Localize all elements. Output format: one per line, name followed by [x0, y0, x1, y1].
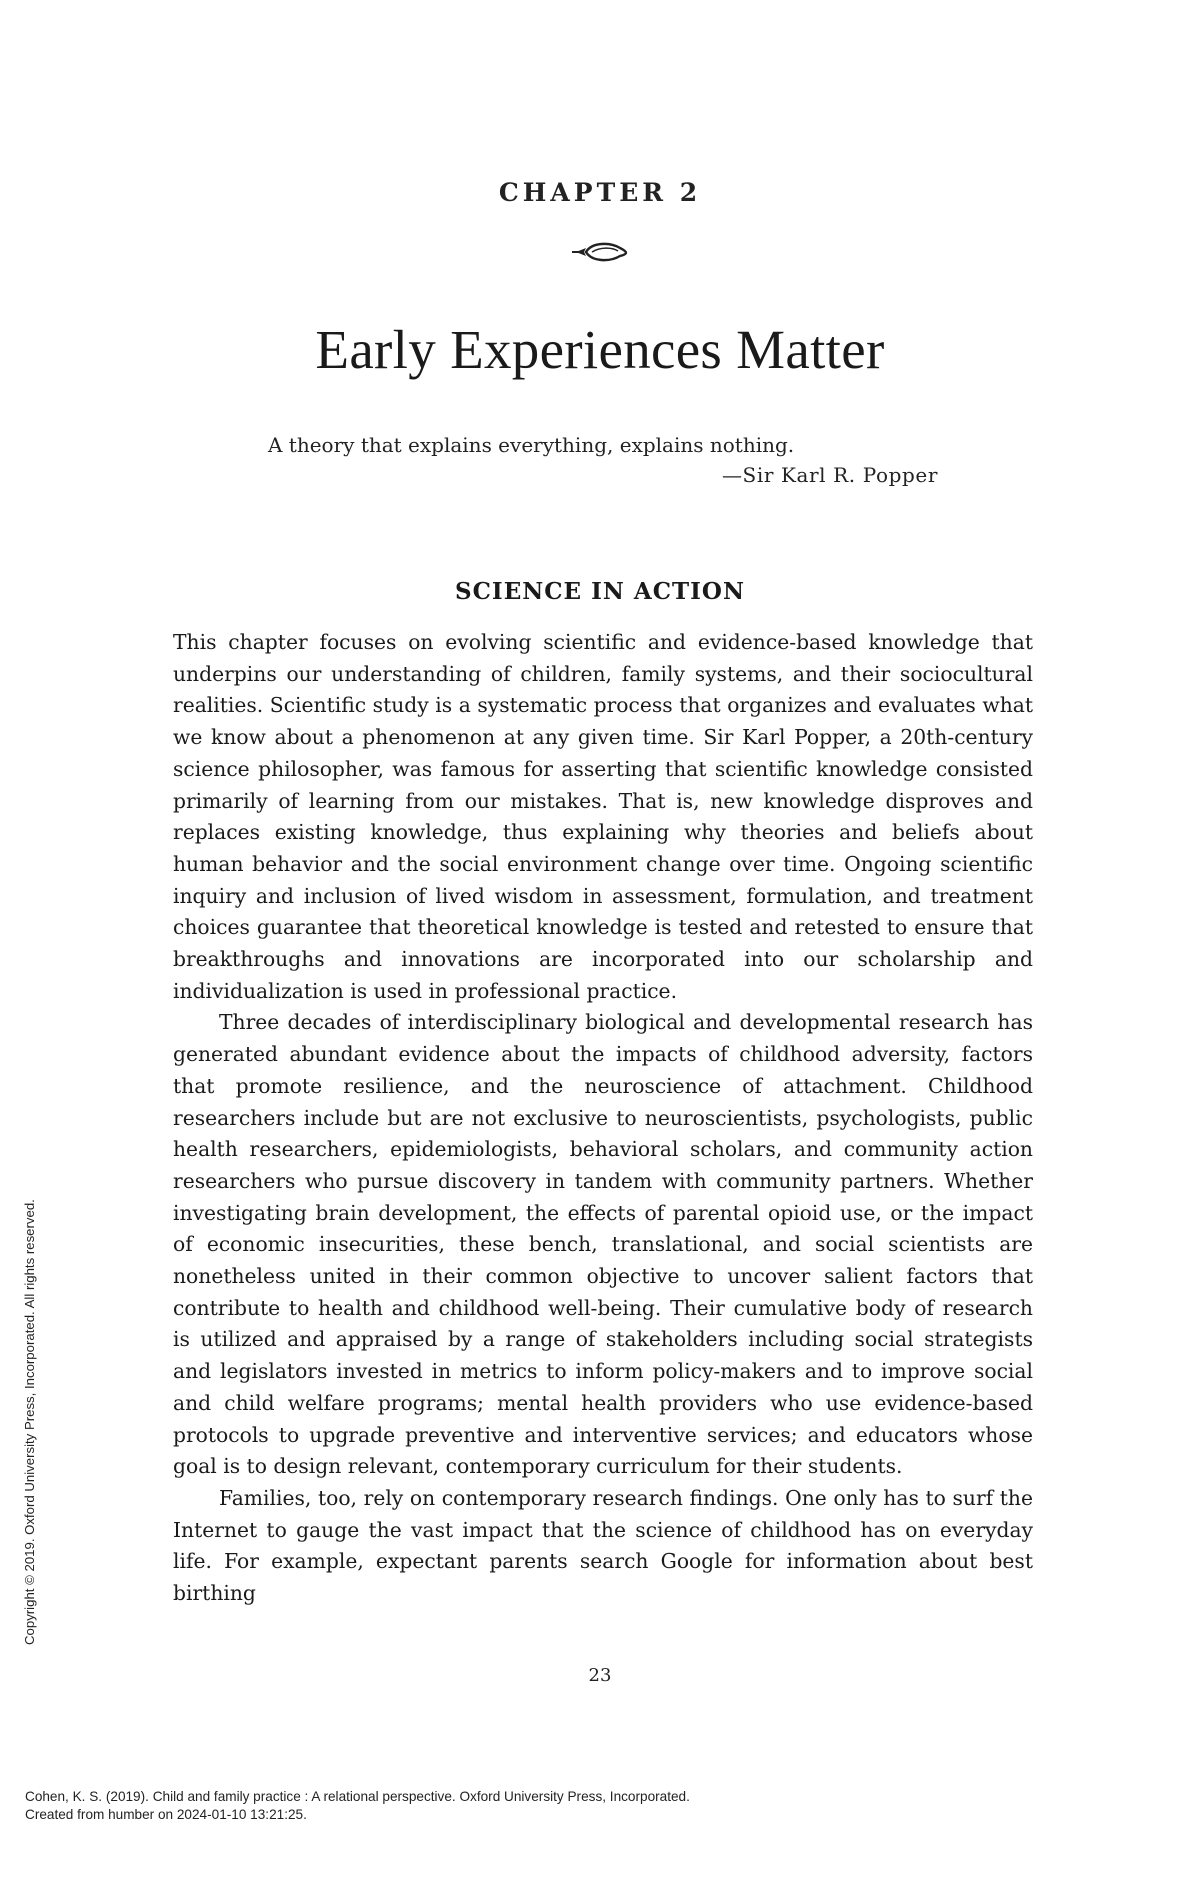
paragraph: This chapter focuses on evolving scientific and evidence-based knowledge that underpins our understanding of children, family systems, and their sociocultural realities. Scientific study is a systematic process that organizes and evaluates what we know about a phenomenon at any given time. Sir Karl Popper, a 20th-century science philosopher, was famous for asserting that scientific knowledge consisted primarily of learning from our mistakes. That is, new knowledge disproves and replaces existing knowledge, thus explaining why theories and beliefs about human behavior and the social environment change over time. Ongoing scientific inquiry and inclusion of lived wisdom in assessment, formulation, and treatment choices guarantee that theoretical knowledge is tested and retested to ensure that breakthroughs and innovations are incorporated into our scholarship and individualization is used in professional practice. [173, 630, 1033, 1003]
epigraph-quote: A theory that explains everything, explains nothing. [268, 433, 795, 457]
body-text [173, 627, 1033, 1610]
page-number: 23 [588, 1665, 612, 1686]
created-text: Created from humber on 2024-01-10 13:21:25. [25, 1807, 307, 1822]
citation-text: Cohen, K. S. (2019). Child and family practice : A relational perspective. Oxford University Press, Incorporated. [25, 1789, 690, 1804]
epigraph-attribution: —Sir Karl R. Popper [721, 463, 938, 487]
epigraph [268, 430, 938, 490]
fleuron-ornament-icon [570, 238, 634, 266]
chapter-title: Early Experiences Matter [315, 319, 885, 380]
side-copyright-notice: Copyright © 2019. Oxford University Press, Incorporated. All rights reserved. [22, 1199, 37, 1645]
paragraph: Three decades of interdisciplinary biological and developmental research has generated abundant evidence about the impacts of childhood adversity, factors that promote resilience, and the neuroscience of attachment. Childhood researchers include but are not exclusive to neuroscientists, psychologists, public health researchers, epidemiologists, behavioral scholars, and community action researchers who pursue discovery in tandem with community partners. Whether investigating brain development, the effects of parental opioid use, or the impact of economic insecurities, these bench, translational, and social scientists are nonetheless united in their common objective to uncover salient factors that contribute to health and childhood well-being. Their cumulative body of research is utilized and appraised by a range of stakeholders including social strategists and legislators invested in metrics to inform policy-makers and to improve social and child welfare programs; mental health providers who use evidence-based protocols to upgrade preventive and interventive services; and educators whose goal is to design relevant, contemporary curriculum for their students. [173, 1010, 1033, 1479]
chapter-label: CHAPTER 2 [498, 178, 702, 207]
paragraph: Families, too, rely on contemporary research findings. One only has to surf the Internet to gauge the vast impact that the science of childhood has on everyday life. For example, expectant parents search Google for information about best birthing [173, 1485, 1033, 1606]
section-heading: SCIENCE IN ACTION [455, 578, 745, 605]
footer-citation [25, 1788, 690, 1824]
